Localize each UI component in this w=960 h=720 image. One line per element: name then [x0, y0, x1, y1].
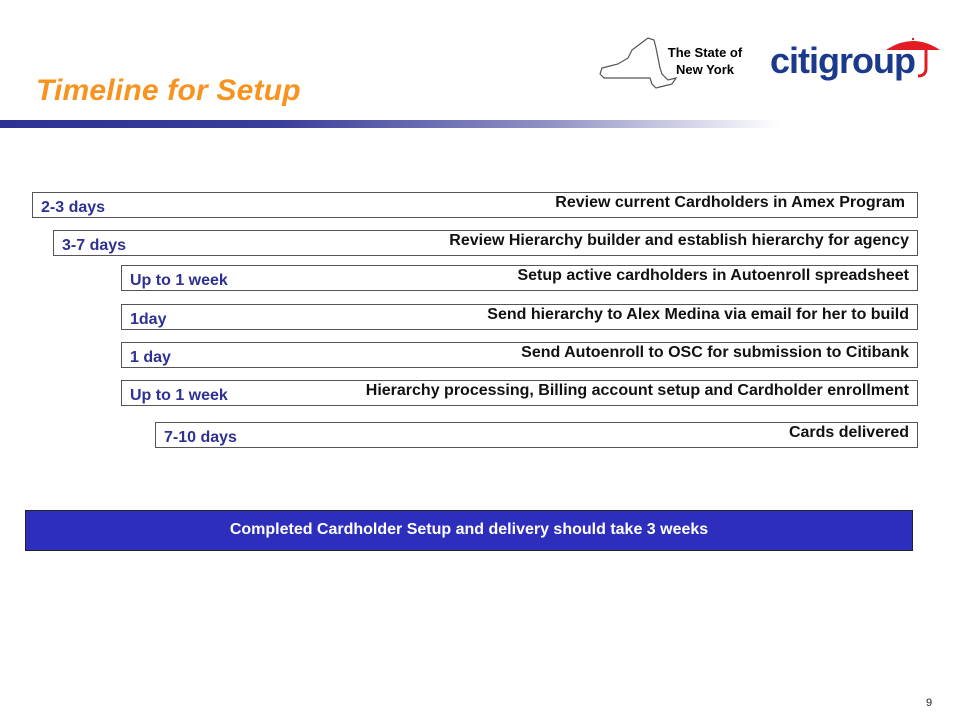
page-number: 9 — [926, 697, 933, 709]
timeline-task: Send hierarchy to Alex Medina via email for her to build — [487, 306, 909, 323]
brand-wordmark: citigroup — [770, 40, 915, 81]
state-label-line1: The State of — [667, 45, 743, 60]
timeline-row — [155, 422, 918, 448]
page-title: Timeline for Setup — [36, 74, 301, 107]
timeline-task: Cards delivered — [788, 424, 909, 441]
timeline-row — [121, 304, 918, 330]
timeline-duration: 1 day — [130, 349, 171, 366]
citigroup-logo — [768, 36, 948, 91]
timeline-row — [53, 230, 918, 256]
timeline-task: Review Hierarchy builder and establish hierarchy for agency — [449, 232, 909, 249]
timeline-row — [32, 192, 918, 218]
summary-banner: Completed Cardholder Setup and delivery should take 3 weeks — [25, 510, 913, 551]
title-underline — [0, 120, 780, 128]
timeline-task: Send Autoenroll to OSC for submission to Citibank — [521, 344, 909, 361]
timeline-duration: 2-3 days — [41, 199, 106, 216]
timeline-duration: 7-10 days — [164, 429, 237, 446]
timeline-row — [121, 342, 918, 368]
timeline-duration: 1day — [130, 311, 167, 328]
timeline-duration: Up to 1 week — [130, 387, 228, 404]
timeline-duration: Up to 1 week — [130, 272, 228, 289]
timeline-task: Hierarchy processing, Billing account setup and Cardholder enrollment — [365, 382, 909, 399]
state-label-line2: New York — [675, 62, 735, 77]
state-of-new-york-label — [650, 44, 760, 78]
timeline-task: Review current Cardholders in Amex Program — [555, 194, 905, 211]
timeline-row — [121, 265, 918, 291]
timeline-task: Setup active cardholders in Autoenroll spreadsheet — [517, 267, 909, 284]
timeline-row — [121, 380, 918, 406]
timeline-duration: 3-7 days — [62, 237, 127, 254]
